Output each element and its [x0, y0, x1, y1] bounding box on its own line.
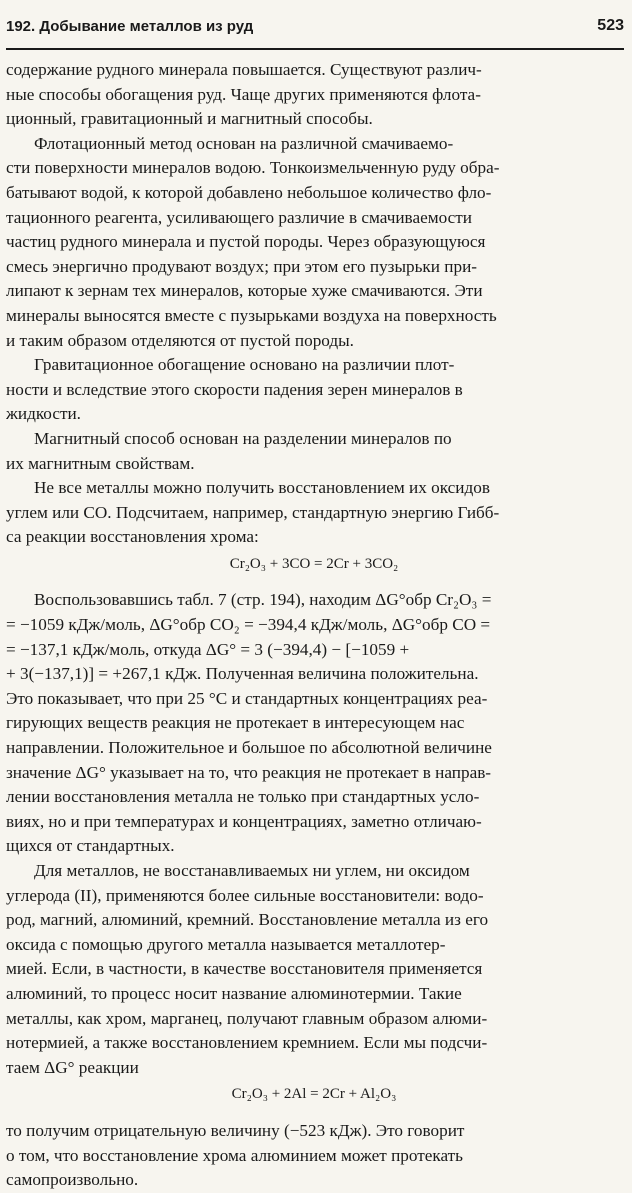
page-number: 523 — [597, 17, 624, 34]
equation-chromium-al: Cr₂O₃ + 2Al = 2Cr + Al₂O₃ — [231, 1086, 397, 1103]
text-line: Магнитный способ основан на разделении минералов по — [34, 428, 452, 448]
text-line: мией. Если, в частности, в качестве восстановителя применяется — [6, 959, 483, 979]
text-line: = −137,1 кДж/моль, откуда ΔG° = 3 (−394,4) − [−1059 + — [6, 639, 410, 659]
text-line: жидкости. — [6, 404, 81, 424]
equation-chromium-co: Cr₂O₃ + 3CO = 2Cr + 3CO₂ — [229, 555, 399, 572]
text-line: углем или CO. Подсчитаем, например, стандартную энергию Гибб- — [6, 502, 500, 522]
text-line: род, магний, алюминий, кремний. Восстановление металла из его — [6, 910, 489, 930]
text-line: смесь энергично продувают воздух; при этом его пузырьки при- — [6, 256, 477, 276]
text-line: Флотационный метод основан на различной смачиваемо- — [34, 133, 454, 153]
running-header — [6, 4, 624, 50]
text-line: гирующих веществ реакция не протекает в интересующем нас — [6, 713, 465, 733]
text-line: оксида с помощью другого металла называется металлотер- — [6, 934, 446, 954]
text-line: Не все металлы можно получить восстановлением их оксидов — [34, 478, 490, 498]
text-line: содержание рудного минерала повышается. Существуют различ- — [6, 60, 482, 79]
text-line: = −1059 кДж/моль, ΔG°обр CO₂ = −394,4 кДж/моль, ΔG°обр CO = — [6, 615, 491, 635]
main-text — [6, 58, 622, 1193]
text-line: батывают водой, к которой добавлено небольшое количество фло- — [6, 182, 492, 202]
text-line: металлы, как хром, марганец, получают главным образом алюми- — [6, 1008, 488, 1028]
text-line: сти поверхности минералов водою. Тонкоизмельченную руду обра- — [6, 158, 500, 178]
text-line: Воспользовавшись табл. 7 (стр. 194), находим ΔG°обр Cr₂O₃ = — [34, 590, 492, 610]
text-line: Для металлов, не восстанавливаемых ни углем, ни оксидом — [34, 861, 470, 880]
text-line: самопроизвольно. — [6, 1170, 139, 1190]
text-line: углерода (II), применяются более сильные восстановители: водо- — [6, 885, 484, 905]
text-line: лении восстановления металла не только при стандартных усло- — [6, 787, 480, 807]
text-line: значение ΔG° указывает на то, что реакция не протекает в направ- — [6, 762, 492, 782]
text-line: частиц рудного минерала и пустой породы. Через образующуюся — [6, 232, 486, 252]
text-line: тационного реагента, усиливающего различие в смачиваемости — [6, 207, 472, 227]
text-line: виях, но и при температурах и концентрациях, заметно отличаю- — [6, 811, 482, 831]
text-line: то получим отрицательную величину (−523 кДж). Это говорит — [6, 1120, 465, 1140]
text-line: нотермией, а также восстановлением кремнием. Если мы подсчи- — [6, 1033, 488, 1053]
text-line: направлении. Положительное и большое по абсолютной величине — [6, 738, 492, 758]
text-line: ности и вследствие этого скорости падения зерен минералов в — [6, 379, 463, 399]
text-line: таем ΔG° реакции — [6, 1057, 139, 1077]
section-title: 192. Добывание металлов из руд — [6, 17, 254, 35]
text-line: ционный, гравитационный и магнитный способы. — [6, 109, 373, 129]
text-line: алюминий, то процесс носит название алюминотермии. Такие — [6, 983, 462, 1003]
text-line: ные способы обогащения руд. Чаще других применяются флота- — [6, 84, 481, 104]
text-line: щихся от стандартных. — [6, 836, 175, 856]
text-line: + 3(−137,1)] = +267,1 кДж. Полученная величина положительна. — [6, 664, 479, 684]
text-line: их магнитным свойствам. — [6, 453, 195, 473]
text-line: о том, что восстановление хрома алюминием может протекать — [6, 1145, 463, 1165]
text-line: минералы выносятся вместе с пузырьками воздуха на поверхность — [6, 305, 497, 325]
text-line: и таким образом отделяются от пустой породы. — [6, 330, 354, 350]
text-line: липают к зернам тех минералов, которые хуже смачиваются. Эти — [6, 281, 483, 301]
text-line: са реакции восстановления хрома: — [6, 527, 259, 547]
text-line: Гравитационное обогащение основано на различии плот- — [34, 355, 455, 375]
text-line: Это показывает, что при 25 °C и стандартных концентрациях реа- — [6, 688, 488, 708]
